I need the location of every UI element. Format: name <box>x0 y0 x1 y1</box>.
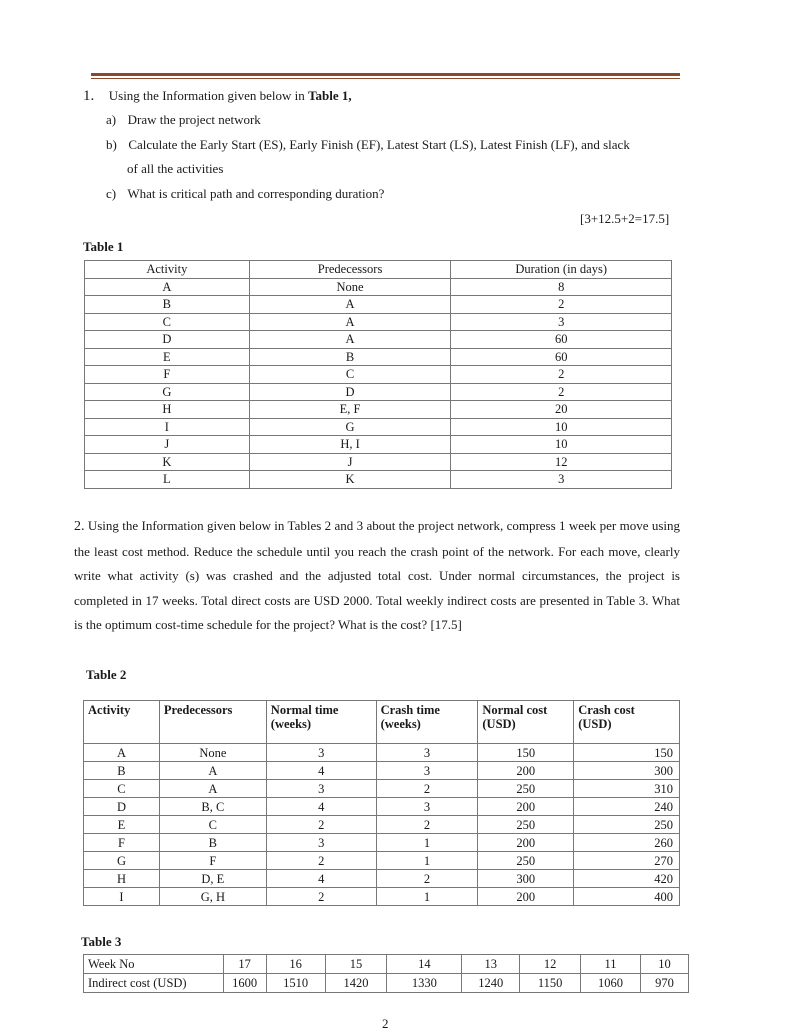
table2-cell: 270 <box>574 852 680 870</box>
q1-part-c <box>106 186 384 202</box>
table-row <box>85 331 672 349</box>
table3-cell: 1060 <box>581 974 641 993</box>
table2-cell: A <box>84 744 160 762</box>
table2-cell: 3 <box>376 798 478 816</box>
table2-header-line1: Crash time <box>380 703 440 717</box>
table2-header-cell <box>84 701 160 744</box>
table3-cell: 14 <box>387 955 462 974</box>
table-row <box>85 278 672 296</box>
q1-b-label: b) <box>106 137 117 152</box>
table3-row-label: Indirect cost (USD) <box>84 974 224 993</box>
table2-cell: 200 <box>478 762 574 780</box>
table2-header-line1: Normal time <box>270 703 339 717</box>
table1-cell: A <box>249 331 451 349</box>
table1-cell: A <box>249 296 451 314</box>
table2-cell: 200 <box>478 888 574 906</box>
table1-cell: B <box>85 296 250 314</box>
table2-cell: 250 <box>478 780 574 798</box>
table2-cell: 400 <box>574 888 680 906</box>
table2-header-line2: (weeks) <box>270 717 312 731</box>
table2-cell: 250 <box>478 816 574 834</box>
table2-header-line2: (weeks) <box>380 717 421 731</box>
table1-cell: D <box>85 331 250 349</box>
table2-cell: F <box>159 852 266 870</box>
table2-header-line1: Normal cost <box>482 703 548 717</box>
table-row <box>84 870 680 888</box>
table3-cell: 13 <box>462 955 520 974</box>
q2-number: 2. <box>74 519 85 534</box>
table1-cell: J <box>249 453 451 471</box>
table1-cell: 2 <box>451 296 672 314</box>
table2-cell: 2 <box>266 816 376 834</box>
table-row <box>85 401 672 419</box>
table2-cell: 4 <box>266 762 376 780</box>
table1-cell: K <box>85 453 250 471</box>
table2-header-line2: (USD) <box>578 717 612 731</box>
table2-cell: A <box>159 762 266 780</box>
table1-cell: I <box>85 418 250 436</box>
table1-cell: K <box>249 471 451 489</box>
table2-header-cell <box>266 701 376 744</box>
table2-cell: 250 <box>574 816 680 834</box>
table1-cell: 20 <box>451 401 672 419</box>
table2-cell: None <box>159 744 266 762</box>
table2-cell: B <box>159 834 266 852</box>
table3-cell: 11 <box>581 955 641 974</box>
table-row <box>85 453 672 471</box>
table2-cell: H <box>84 870 160 888</box>
table3-cell: 1420 <box>325 974 387 993</box>
table2-cell: 3 <box>266 744 376 762</box>
table1-cell: 12 <box>451 453 672 471</box>
table3 <box>83 954 689 993</box>
table-row <box>85 366 672 384</box>
table1-header-cell: Predecessors <box>249 261 451 279</box>
table2-cell: 310 <box>574 780 680 798</box>
table2-cell: 250 <box>478 852 574 870</box>
table3-cell: 1150 <box>520 974 581 993</box>
table2-cell: G, H <box>159 888 266 906</box>
table2-header-line2: (USD) <box>482 717 516 731</box>
table1-caption: Table 1 <box>83 239 124 254</box>
table-row <box>84 974 689 993</box>
table2-cell: 2 <box>266 852 376 870</box>
table2-cell: 4 <box>266 870 376 888</box>
table1-cell: 2 <box>451 366 672 384</box>
table1-cell: 10 <box>451 418 672 436</box>
table2-cell: 4 <box>266 798 376 816</box>
q1-marks: [3+12.5+2=17.5] <box>580 211 670 226</box>
table-row <box>84 798 680 816</box>
table2-cell: F <box>84 834 160 852</box>
q1-heading <box>83 88 352 104</box>
table2-header-cell <box>574 701 680 744</box>
table3-cell: 12 <box>520 955 581 974</box>
table2-header-cell <box>159 701 266 744</box>
table2-cell: G <box>84 852 160 870</box>
table2-cell: D, E <box>159 870 266 888</box>
table2-cell: 3 <box>376 744 478 762</box>
table1-header-cell: Duration (in days) <box>451 261 672 279</box>
table-row <box>85 418 672 436</box>
page-number: 2 <box>382 1016 389 1031</box>
table1-cell: 8 <box>451 278 672 296</box>
table3-row-label: Week No <box>84 955 224 974</box>
table2-cell: 3 <box>376 762 478 780</box>
table2-cell: A <box>159 780 266 798</box>
table2-cell: 2 <box>266 888 376 906</box>
table-row <box>85 436 672 454</box>
table-row <box>85 313 672 331</box>
table2-cell: 3 <box>266 780 376 798</box>
table2-header-cell <box>376 701 478 744</box>
q1-number: 1. <box>83 88 95 104</box>
table-row <box>84 834 680 852</box>
table2-cell: C <box>84 780 160 798</box>
table2-cell: D <box>84 798 160 816</box>
q1-part-a <box>106 112 261 128</box>
table-row <box>84 852 680 870</box>
table3-cell: 1510 <box>266 974 325 993</box>
table1-cell: H <box>85 401 250 419</box>
q1-b-text: Calculate the Early Start (ES), Early Finish (EF), Latest Start (LS), Latest Finish (LF), and slack <box>128 137 630 152</box>
table2-cell: 200 <box>478 834 574 852</box>
table1-header-cell: Activity <box>85 261 250 279</box>
table3-cell: 10 <box>641 955 689 974</box>
table2-cell: 260 <box>574 834 680 852</box>
table2-header-cell <box>478 701 574 744</box>
table1 <box>84 260 672 489</box>
q2-text: Using the Information given below in Tables 2 and 3 about the project network, compress 1 week per move using the least cost method. Reduce the schedule until you reach the crash point of the network. For each move, clearly write what activity (s) was crashed and the adjusted total cost. Under normal circumstances, the project is completed in 17 weeks. Total direct costs are USD 2000. Total weekly indirect costs are presented in Table 3. What is the optimum cost-time schedule for the project? What is the cost? [17.5] <box>74 518 681 632</box>
table3-cell: 970 <box>641 974 689 993</box>
q1-intro-bold: Table 1, <box>308 88 352 103</box>
table-row <box>84 780 680 798</box>
table2-cell: 150 <box>478 744 574 762</box>
table2-caption: Table 2 <box>86 667 127 682</box>
table2-cell: 1 <box>376 852 478 870</box>
table-row <box>85 348 672 366</box>
table1-cell: L <box>85 471 250 489</box>
table2-cell: C <box>159 816 266 834</box>
header-rule <box>91 73 680 76</box>
table1-cell: J <box>85 436 250 454</box>
table2-cell: B <box>84 762 160 780</box>
table3-caption: Table 3 <box>81 934 122 949</box>
table2-cell: 2 <box>376 816 478 834</box>
table1-cell: 60 <box>451 331 672 349</box>
q1-a-label: a) <box>106 112 117 127</box>
table2-cell: B, C <box>159 798 266 816</box>
table2-cell: 200 <box>478 798 574 816</box>
table-header-row <box>85 261 672 279</box>
table2-header-line1: Crash cost <box>578 703 635 717</box>
table3-cell: 16 <box>266 955 325 974</box>
table2-cell: I <box>84 888 160 906</box>
table1-cell: H, I <box>249 436 451 454</box>
table3-cell: 15 <box>325 955 387 974</box>
table1-cell: C <box>249 366 451 384</box>
table1-cell: A <box>249 313 451 331</box>
table2-cell: 1 <box>376 888 478 906</box>
table-row <box>84 744 680 762</box>
table-row <box>85 296 672 314</box>
table3-cell: 1600 <box>223 974 266 993</box>
table-row <box>84 762 680 780</box>
table1-cell: E, F <box>249 401 451 419</box>
table2-cell: 2 <box>376 870 478 888</box>
table2-cell: E <box>84 816 160 834</box>
table-row <box>84 955 689 974</box>
table-row <box>85 383 672 401</box>
table1-cell: 60 <box>451 348 672 366</box>
table1-cell: 2 <box>451 383 672 401</box>
table1-cell: None <box>249 278 451 296</box>
table2-cell: 420 <box>574 870 680 888</box>
table1-cell: D <box>249 383 451 401</box>
table1-cell: 3 <box>451 313 672 331</box>
q1-part-b <box>106 137 630 153</box>
table2-cell: 2 <box>376 780 478 798</box>
table3-cell: 17 <box>223 955 266 974</box>
header-rule-thin <box>91 78 680 79</box>
table1-cell: G <box>249 418 451 436</box>
table1-cell: E <box>85 348 250 366</box>
table2-cell: 240 <box>574 798 680 816</box>
table-row <box>84 888 680 906</box>
q2-paragraph <box>74 514 680 638</box>
table1-cell: 3 <box>451 471 672 489</box>
table2-cell: 300 <box>574 762 680 780</box>
q1-c-label: c) <box>106 186 117 201</box>
table1-cell: 10 <box>451 436 672 454</box>
q1-intro: Using the Information given below in <box>108 88 309 103</box>
table1-cell: B <box>249 348 451 366</box>
table2-cell: 3 <box>266 834 376 852</box>
table-row <box>85 471 672 489</box>
table2-header-line1: Activity <box>88 703 131 717</box>
table2-cell: 150 <box>574 744 680 762</box>
table-row <box>84 816 680 834</box>
table3-cell: 1240 <box>462 974 520 993</box>
table1-cell: C <box>85 313 250 331</box>
q1-b-text-cont: of all the activities <box>127 161 224 176</box>
table1-cell: F <box>85 366 250 384</box>
table2-header-line1: Predecessors <box>163 703 233 717</box>
table2-cell: 300 <box>478 870 574 888</box>
table1-cell: G <box>85 383 250 401</box>
table2-cell: 1 <box>376 834 478 852</box>
q1-c-text: What is critical path and corresponding duration? <box>127 186 385 201</box>
table3-cell: 1330 <box>387 974 462 993</box>
table1-cell: A <box>85 278 250 296</box>
table2 <box>83 700 680 906</box>
q1-a-text: Draw the project network <box>127 112 261 127</box>
